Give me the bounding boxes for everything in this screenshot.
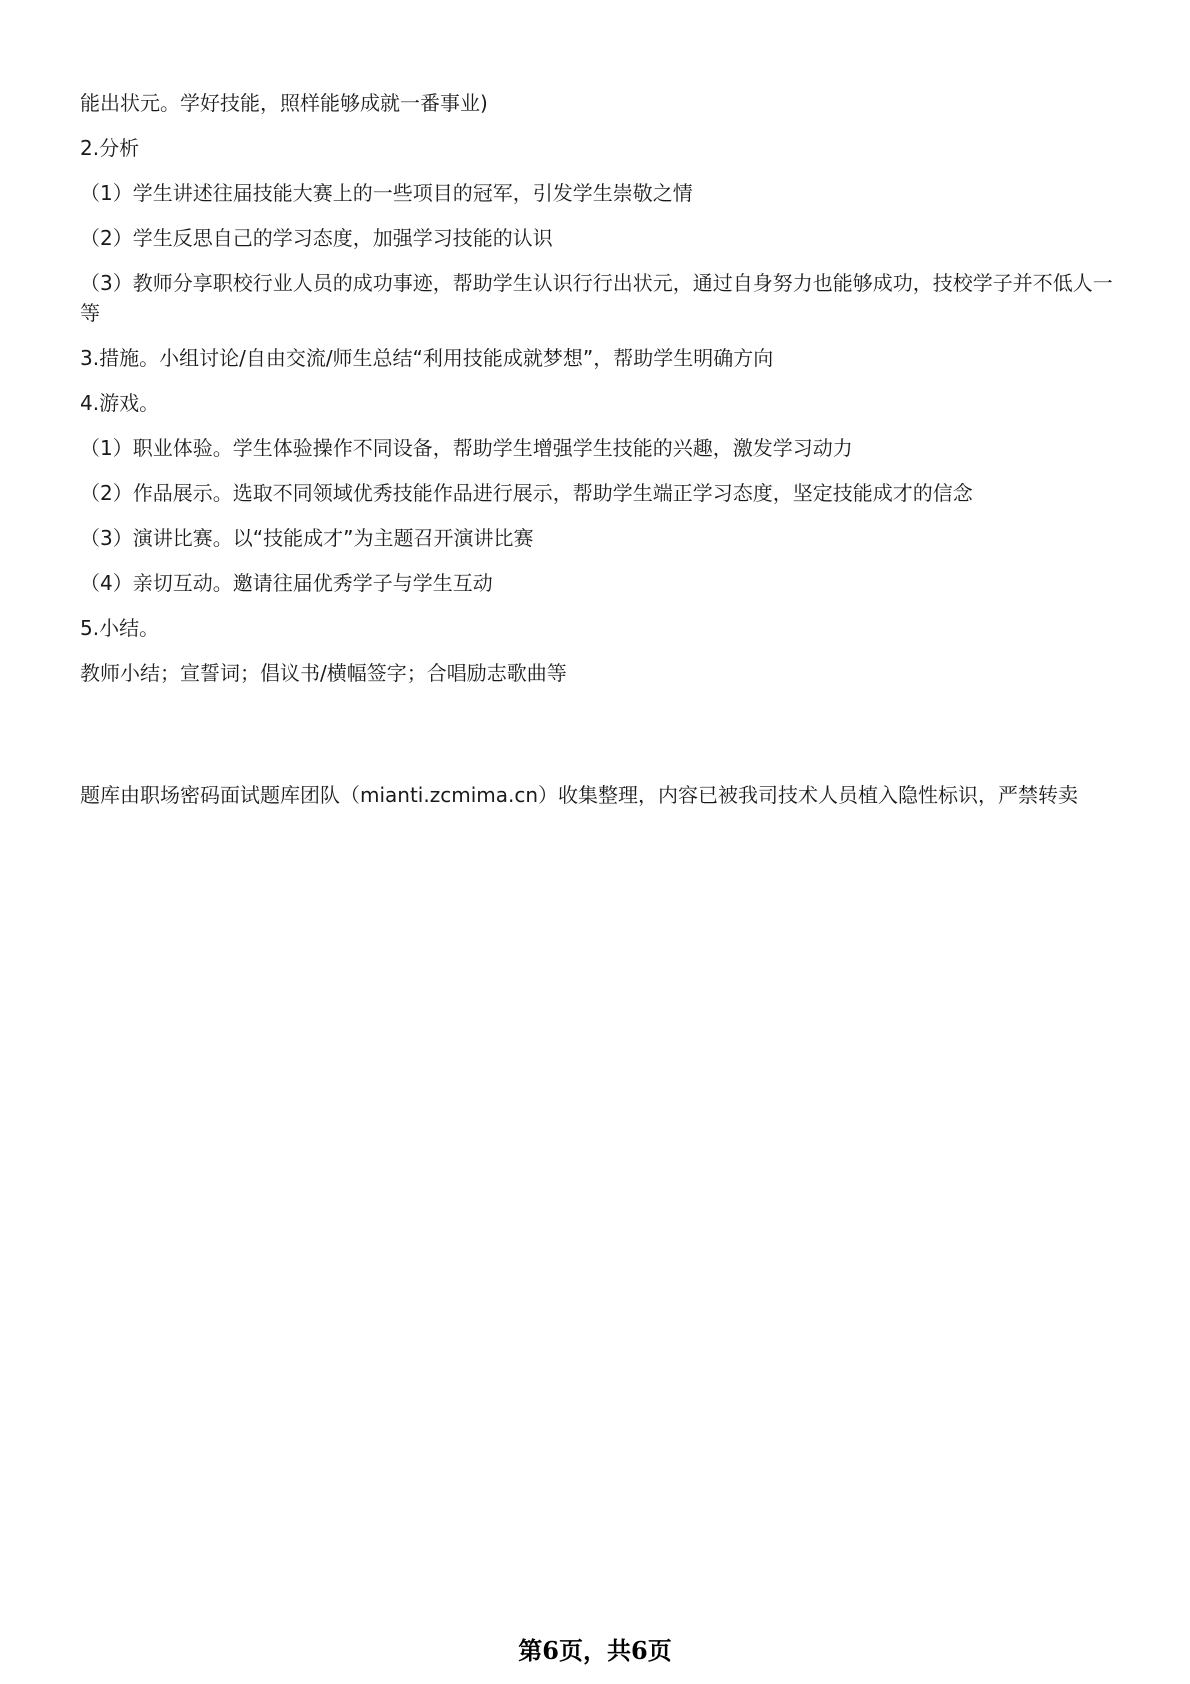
games-item-3: （3）演讲比赛。以“技能成才”为主题召开演讲比赛 — [80, 526, 534, 550]
copyright-notice: 题库由职场密码面试题库团队（mianti.zcmima.cn）收集整理，内容已被我司技术人员植入隐性标识，严禁转卖 — [80, 783, 1079, 807]
games-item-1: （1）职业体验。学生体验操作不同设备，帮助学生增强学生技能的兴趣，激发学习动力 — [80, 436, 853, 460]
text-line-continuation: 能出状元。学好技能，照样能够成就一番事业) — [80, 91, 488, 115]
summary-text: 教师小结；宣誓词；倡议书/横幅签字；合唱励志歌曲等 — [80, 661, 567, 685]
section-heading-summary: 5.小结。 — [80, 616, 160, 640]
analysis-item-3: （3）教师分享职校行业人员的成功事迹，帮助学生认识行行出状元，通过自身努力也能够成功，技校学子并不低人一等 — [80, 271, 1113, 325]
section-heading-measures: 3.措施。小组讨论/自由交流/师生总结“利用技能成就梦想”，帮助学生明确方向 — [80, 346, 774, 370]
page-number: 第6页，共6页 — [518, 1636, 672, 1665]
analysis-item-2: （2）学生反思自己的学习态度，加强学习技能的认识 — [80, 226, 553, 250]
games-item-4: （4）亲切互动。邀请往届优秀学子与学生互动 — [80, 571, 493, 595]
games-item-2: （2）作品展示。选取不同领域优秀技能作品进行展示，帮助学生端正学习态度，坚定技能成才的信念 — [80, 481, 973, 505]
section-heading-games: 4.游戏。 — [80, 391, 160, 415]
section-heading-analysis: 2.分析 — [80, 136, 140, 160]
analysis-item-1: （1）学生讲述往届技能大赛上的一些项目的冠军，引发学生崇敬之情 — [80, 181, 693, 205]
document-body — [80, 88, 1120, 703]
